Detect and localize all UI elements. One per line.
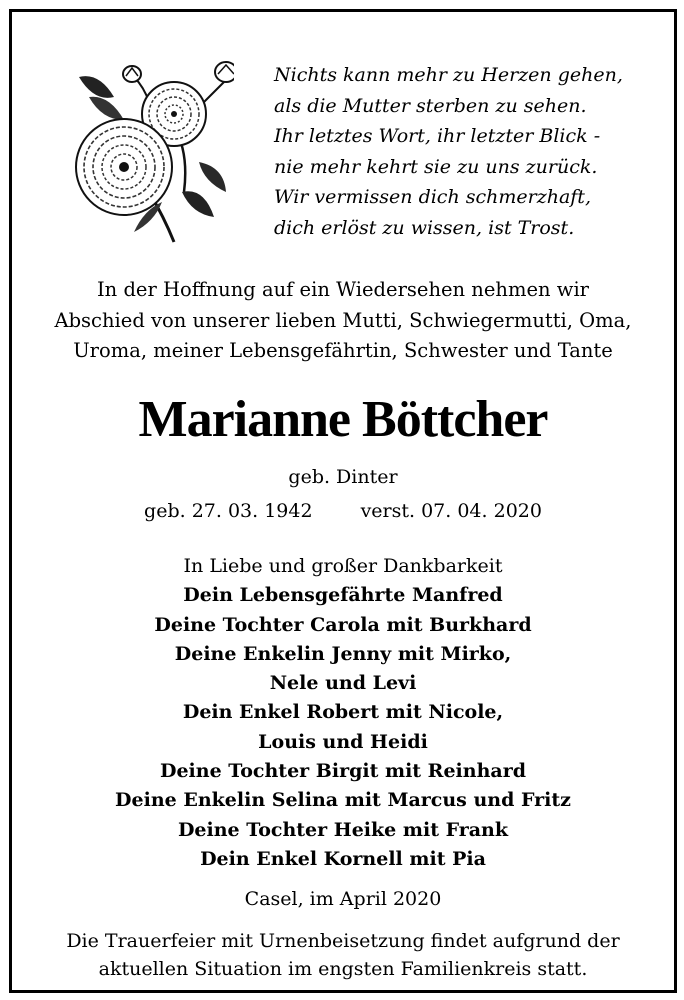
mourner-line: Dein Lebensgefährte Manfred — [183, 584, 503, 607]
mourner-line: Nele und Levi — [269, 672, 417, 695]
birth-date: geb. 27. 03. 1942 — [144, 500, 313, 522]
mourner-line: Louis und Heidi — [258, 730, 428, 753]
funeral-notice — [12, 927, 674, 983]
life-dates — [12, 498, 674, 524]
poem-line: Ihr letztes Wort, ihr letzter Blick - — [274, 125, 601, 147]
intro-line: Abschied von unserer lieben Mutti, Schwiegermutti, Oma, — [54, 308, 632, 332]
poem-line: nie mehr kehrt sie zu uns zurück. — [274, 155, 598, 178]
mourners-lead: In Liebe und großer Dankbarkeit — [183, 555, 503, 577]
mourner-line: Dein Enkel Robert mit Nicole, — [182, 701, 504, 724]
notice-line: aktuellen Situation im engsten Familienkreis statt. — [98, 958, 588, 980]
birth-name: geb. Dinter — [288, 466, 398, 488]
mourner-line: Dein Enkel Kornell mit Pia — [200, 847, 486, 870]
mourners-list — [12, 552, 674, 874]
chrysanthemum-icon — [54, 42, 234, 247]
intro-line: Uroma, meiner Lebensgefährtin, Schwester und Tante — [73, 339, 613, 362]
mourner-line: Deine Enkelin Jenny mit Mirko, — [174, 642, 512, 665]
place-date: Casel, im April 2020 — [244, 888, 442, 910]
notice-line: Die Trauerfeier mit Urnenbeisetzung findet aufgrund der — [66, 930, 620, 952]
mourner-line: Deine Tochter Carola mit Burkhard — [154, 613, 532, 636]
death-date: verst. 07. 04. 2020 — [360, 500, 542, 522]
poem-line: Wir vermissen dich schmerzhaft, — [274, 186, 591, 208]
poem-line: Nichts kann mehr zu Herzen gehen, — [274, 64, 623, 86]
poem — [274, 60, 664, 243]
mourner-line: Deine Tochter Heike mit Frank — [177, 818, 509, 841]
intro-line: In der Hoffnung auf ein Wiedersehen nehmen wir — [96, 278, 589, 301]
obituary-frame — [9, 9, 677, 993]
deceased-name: Marianne Böttcher — [138, 391, 548, 448]
intro-text — [12, 275, 674, 367]
mourner-line: Deine Enkelin Selina mit Marcus und Fritz — [115, 789, 571, 812]
poem-line: als die Mutter sterben zu sehen. — [274, 94, 587, 117]
mourner-line: Deine Tochter Birgit mit Reinhard — [159, 760, 527, 783]
poem-line: dich erlöst zu wissen, ist Trost. — [274, 216, 575, 239]
